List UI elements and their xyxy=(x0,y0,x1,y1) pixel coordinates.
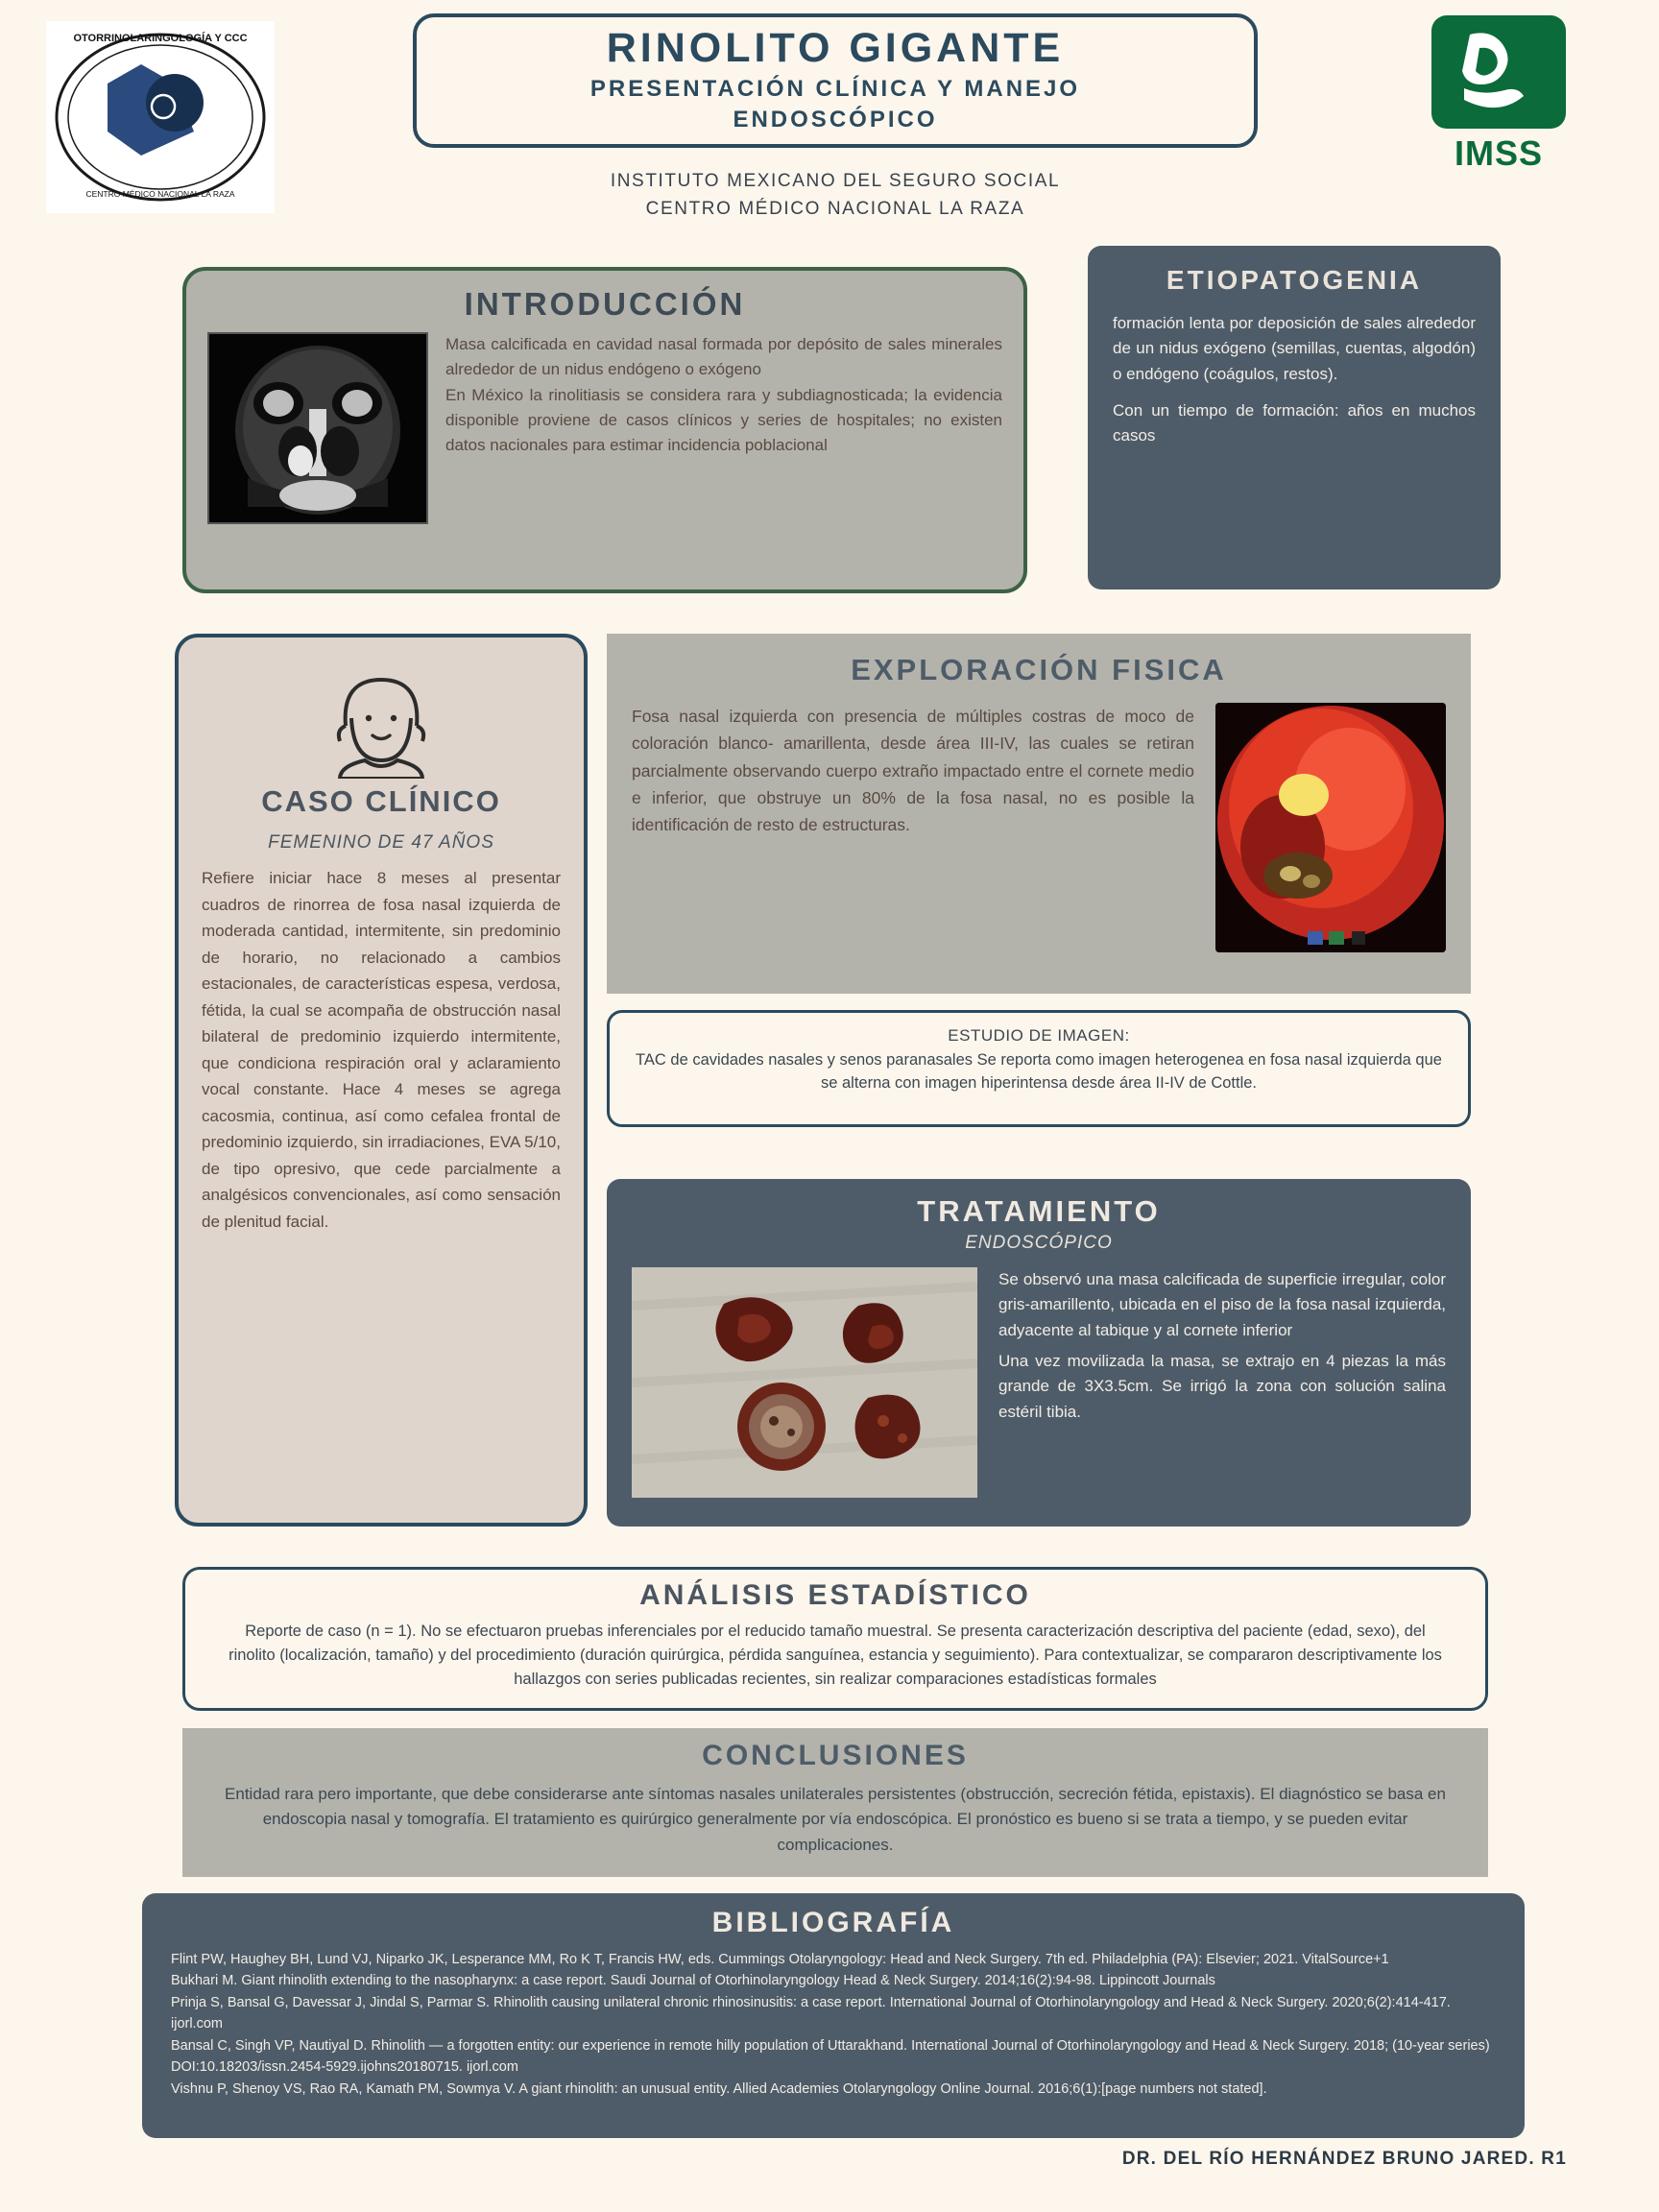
introduccion-paragraph-2: En México la rinolitiasis se considera rara y subdiagnosticada; la evidencia disponible proviene de casos clínicos y series de hospitales; no existen datos nacionales para estimar incidencia poblacional xyxy=(445,385,1002,455)
introduccion-paragraph-1: Masa calcificada en cavidad nasal formada por depósito de sales minerales alrededor de un nidus endógeno o exógeno xyxy=(445,335,1002,379)
introduccion-text xyxy=(445,332,1002,524)
patient-avatar xyxy=(202,659,561,779)
ct-scan-image xyxy=(207,332,428,524)
endoscopy-image xyxy=(1215,703,1446,952)
section-bibliografia xyxy=(142,1893,1525,2138)
poster-header xyxy=(0,0,1659,240)
female-patient-icon xyxy=(309,659,453,779)
specimen-image xyxy=(632,1267,977,1498)
poster-title-box xyxy=(413,13,1258,148)
exploracion-body: Fosa nasal izquierda con presencia de múltiples costras de moco de coloración blanco- amarillenta, desde área III-IV, las cuales se retiran parcialmente observando cuerpo extraño impactado entre el cornete medio e inferior, que obstruye un 80% de la fosa nasal, no es posible la identificación de resto de estructuras. xyxy=(632,707,1194,835)
caso-clinico-title: CASO CLÍNICO xyxy=(261,784,501,818)
tratamiento-paragraph-2: Una vez movilizada la masa, se extrajo en 4 piezas la más grande de 3X3.5cm. Se irrigó la zona con solución salina estéril tibia. xyxy=(998,1352,1446,1421)
tratamiento-subtitle: ENDOSCÓPICO xyxy=(965,1233,1113,1253)
author-credit: DR. DEL RÍO HERNÁNDEZ BRUNO JARED. R1 xyxy=(1121,2149,1567,2169)
imss-logo xyxy=(1417,13,1580,177)
ct-scan-graphic xyxy=(209,334,426,522)
bibliografia-ref: Prinja S, Bansal G, Davessar J, Jindal S, Parmar S. Rhinolith causing unilateral chronic rhinosinusitis: a case report. International Journal of Otorhinolaryngology and Head & Neck Surgery. 2020;6(2):414-417. ijorl.com xyxy=(171,1994,1451,2032)
institution-line-1: INSTITUTO MEXICANO DEL SEGURO SOCIAL xyxy=(610,171,1061,191)
etiopatogenia-title: ETIOPATOGENIA xyxy=(1166,265,1423,295)
page-title: RINOLITO GIGANTE xyxy=(606,25,1065,72)
section-tratamiento xyxy=(607,1179,1471,1527)
bibliografia-ref: Bukhari M. Giant rhinolith extending to the nasopharynx: a case report. Saudi Journal of Otorhinolaryngology Head & Neck Surgery. 2014;16(2):94-98. Lippincott Journals xyxy=(171,1973,1215,1989)
section-estudio-imagen xyxy=(607,1010,1471,1127)
bibliografia-ref: Vishnu P, Shenoy VS, Rao RA, Kamath PM, Sowmya V. A giant rhinolith: an unusual entity. Allied Academies Otolaryngology Online Journal. 2016;6(1):[page numbers not stated]. xyxy=(171,2080,1267,2097)
analisis-body: Reporte de caso (n = 1). No se efectuaron pruebas inferenciales por el reducido tamaño muestral. Se presenta caracterización descriptiva del paciente (edad, sexo), del rinolito (localización, tamaño) y del procedimiento (duración quirúrgica, pérdida sanguínea, estancia y seguimiento). Para contextualizar, se compararon descriptivamente los hallazgos con series publicadas recientes, sin realizar comparaciones estadísticas formales xyxy=(228,1623,1442,1688)
svg-text:IMSS: IMSS xyxy=(1454,133,1544,173)
etiopatogenia-paragraph-2: Con un tiempo de formación: años en muchos casos xyxy=(1113,401,1476,445)
section-caso-clinico xyxy=(175,634,588,1527)
introduccion-title: INTRODUCCIÓN xyxy=(464,286,746,322)
estudio-imagen-body: TAC de cavidades nasales y senos paranasales Se reporta como imagen heterogenea en fosa nasal izquierda que se alterna con imagen hiperintensa desde área II-IV de Cottle. xyxy=(636,1051,1442,1092)
imss-logo-graphic xyxy=(1422,13,1575,177)
caso-clinico-body: Refiere iniciar hace 8 meses al presentar cuadros de rinorrea de fosa nasal izquierda de moderada cantidad, intermitente, sin predominio de horario, no relacionado a cambios estacionales, de características espesa, verdosa, fétida, la cual se acompaña de obstrucción nasal bilateral de predominio izquierdo intermitente, que condiciona respiración oral y aclaramiento vocal constante. Hace 4 meses se agrega cacosmia, continua, así como cefalea frontal de predominio izquierdo, sin irradiaciones, EVA 5/10, de tipo opresivo, que cede parcialmente a analgésicos convencionales, así como sensación de plenitud facial. xyxy=(202,869,561,1231)
caso-clinico-subtitle: FEMENINO DE 47 AÑOS xyxy=(268,832,494,853)
section-analisis-estadistico xyxy=(182,1567,1488,1711)
tratamiento-title: TRATAMIENTO xyxy=(917,1194,1161,1228)
specimen-graphic xyxy=(632,1267,977,1498)
section-conclusiones xyxy=(182,1728,1488,1877)
analisis-title: ANÁLISIS ESTADÍSTICO xyxy=(639,1579,1031,1611)
page-subtitle xyxy=(590,74,1080,133)
section-etiopatogenia xyxy=(1088,246,1501,589)
section-exploracion-fisica xyxy=(607,634,1471,994)
estudio-imagen-heading: ESTUDIO DE IMAGEN: xyxy=(948,1026,1130,1045)
tratamiento-text xyxy=(998,1267,1446,1498)
bibliografia-title: BIBLIOGRAFÍA xyxy=(711,1907,955,1938)
orl-logo-graphic xyxy=(50,26,271,208)
conclusiones-body: Entidad rara pero importante, que debe considerarse ante síntomas nasales unilaterales persistentes (obstrucción, secreción fétida, epistaxis). El diagnóstico se basa en endoscopia nasal y tomografía. El tratamiento es quirúrgico generalmente por vía endoscópica. El pronóstico es bueno si se trata a tiempo, y se pueden evitar complicaciones. xyxy=(225,1785,1446,1854)
orl-logo xyxy=(46,21,275,213)
institution-line-2: CENTRO MÉDICO NACIONAL LA RAZA xyxy=(645,198,1025,219)
svg-text:OTORRINOLARINGOLOGÍA Y CCC: OTORRINOLARINGOLOGÍA Y CCC xyxy=(73,33,248,44)
section-introduccion xyxy=(182,267,1027,593)
exploracion-title: EXPLORACIÓN FISICA xyxy=(851,653,1227,686)
svg-text:CENTRO MÉDICO NACIONAL LA RAZA: CENTRO MÉDICO NACIONAL LA RAZA xyxy=(85,189,235,199)
conclusiones-title: CONCLUSIONES xyxy=(702,1740,969,1771)
bibliografia-ref: Bansal C, Singh VP, Nautiyal D. Rhinolith — a forgotten entity: our experience in remote hilly population of Uttarakhand. International Journal of Otorhinolaryngology and Head & Neck Surgery. 2018; (10-year series) DOI:10.18203/issn.2454-5929.ijohns20180715. ijorl.com xyxy=(171,2037,1490,2076)
bibliografia-ref: Flint PW, Haughey BH, Lund VJ, Niparko JK, Lesperance MM, Ro K T, Francis HW, eds. Cummings Otolaryngology: Head and Neck Surgery. 7th ed. Philadelphia (PA): Elsevier; 2021. VitalSource+1 xyxy=(171,1952,1389,1967)
subtitle-line-1: PRESENTACIÓN CLÍNICA Y MANEJO xyxy=(589,76,1081,103)
etiopatogenia-paragraph-1: formación lenta por deposición de sales alrededor de un nidus exógeno (semillas, cuentas, algodón) o endógeno (coágulos, restos). xyxy=(1113,314,1476,383)
endoscopy-graphic xyxy=(1215,703,1446,952)
tratamiento-paragraph-1: Se observó una masa calcificada de superficie irregular, color gris-amarillento, ubicada en el piso de la fosa nasal izquierda, adyacente al tabique y al cornete inferior xyxy=(998,1270,1446,1339)
subtitle-line-2: ENDOSCÓPICO xyxy=(733,106,938,132)
institution-block xyxy=(413,168,1258,223)
